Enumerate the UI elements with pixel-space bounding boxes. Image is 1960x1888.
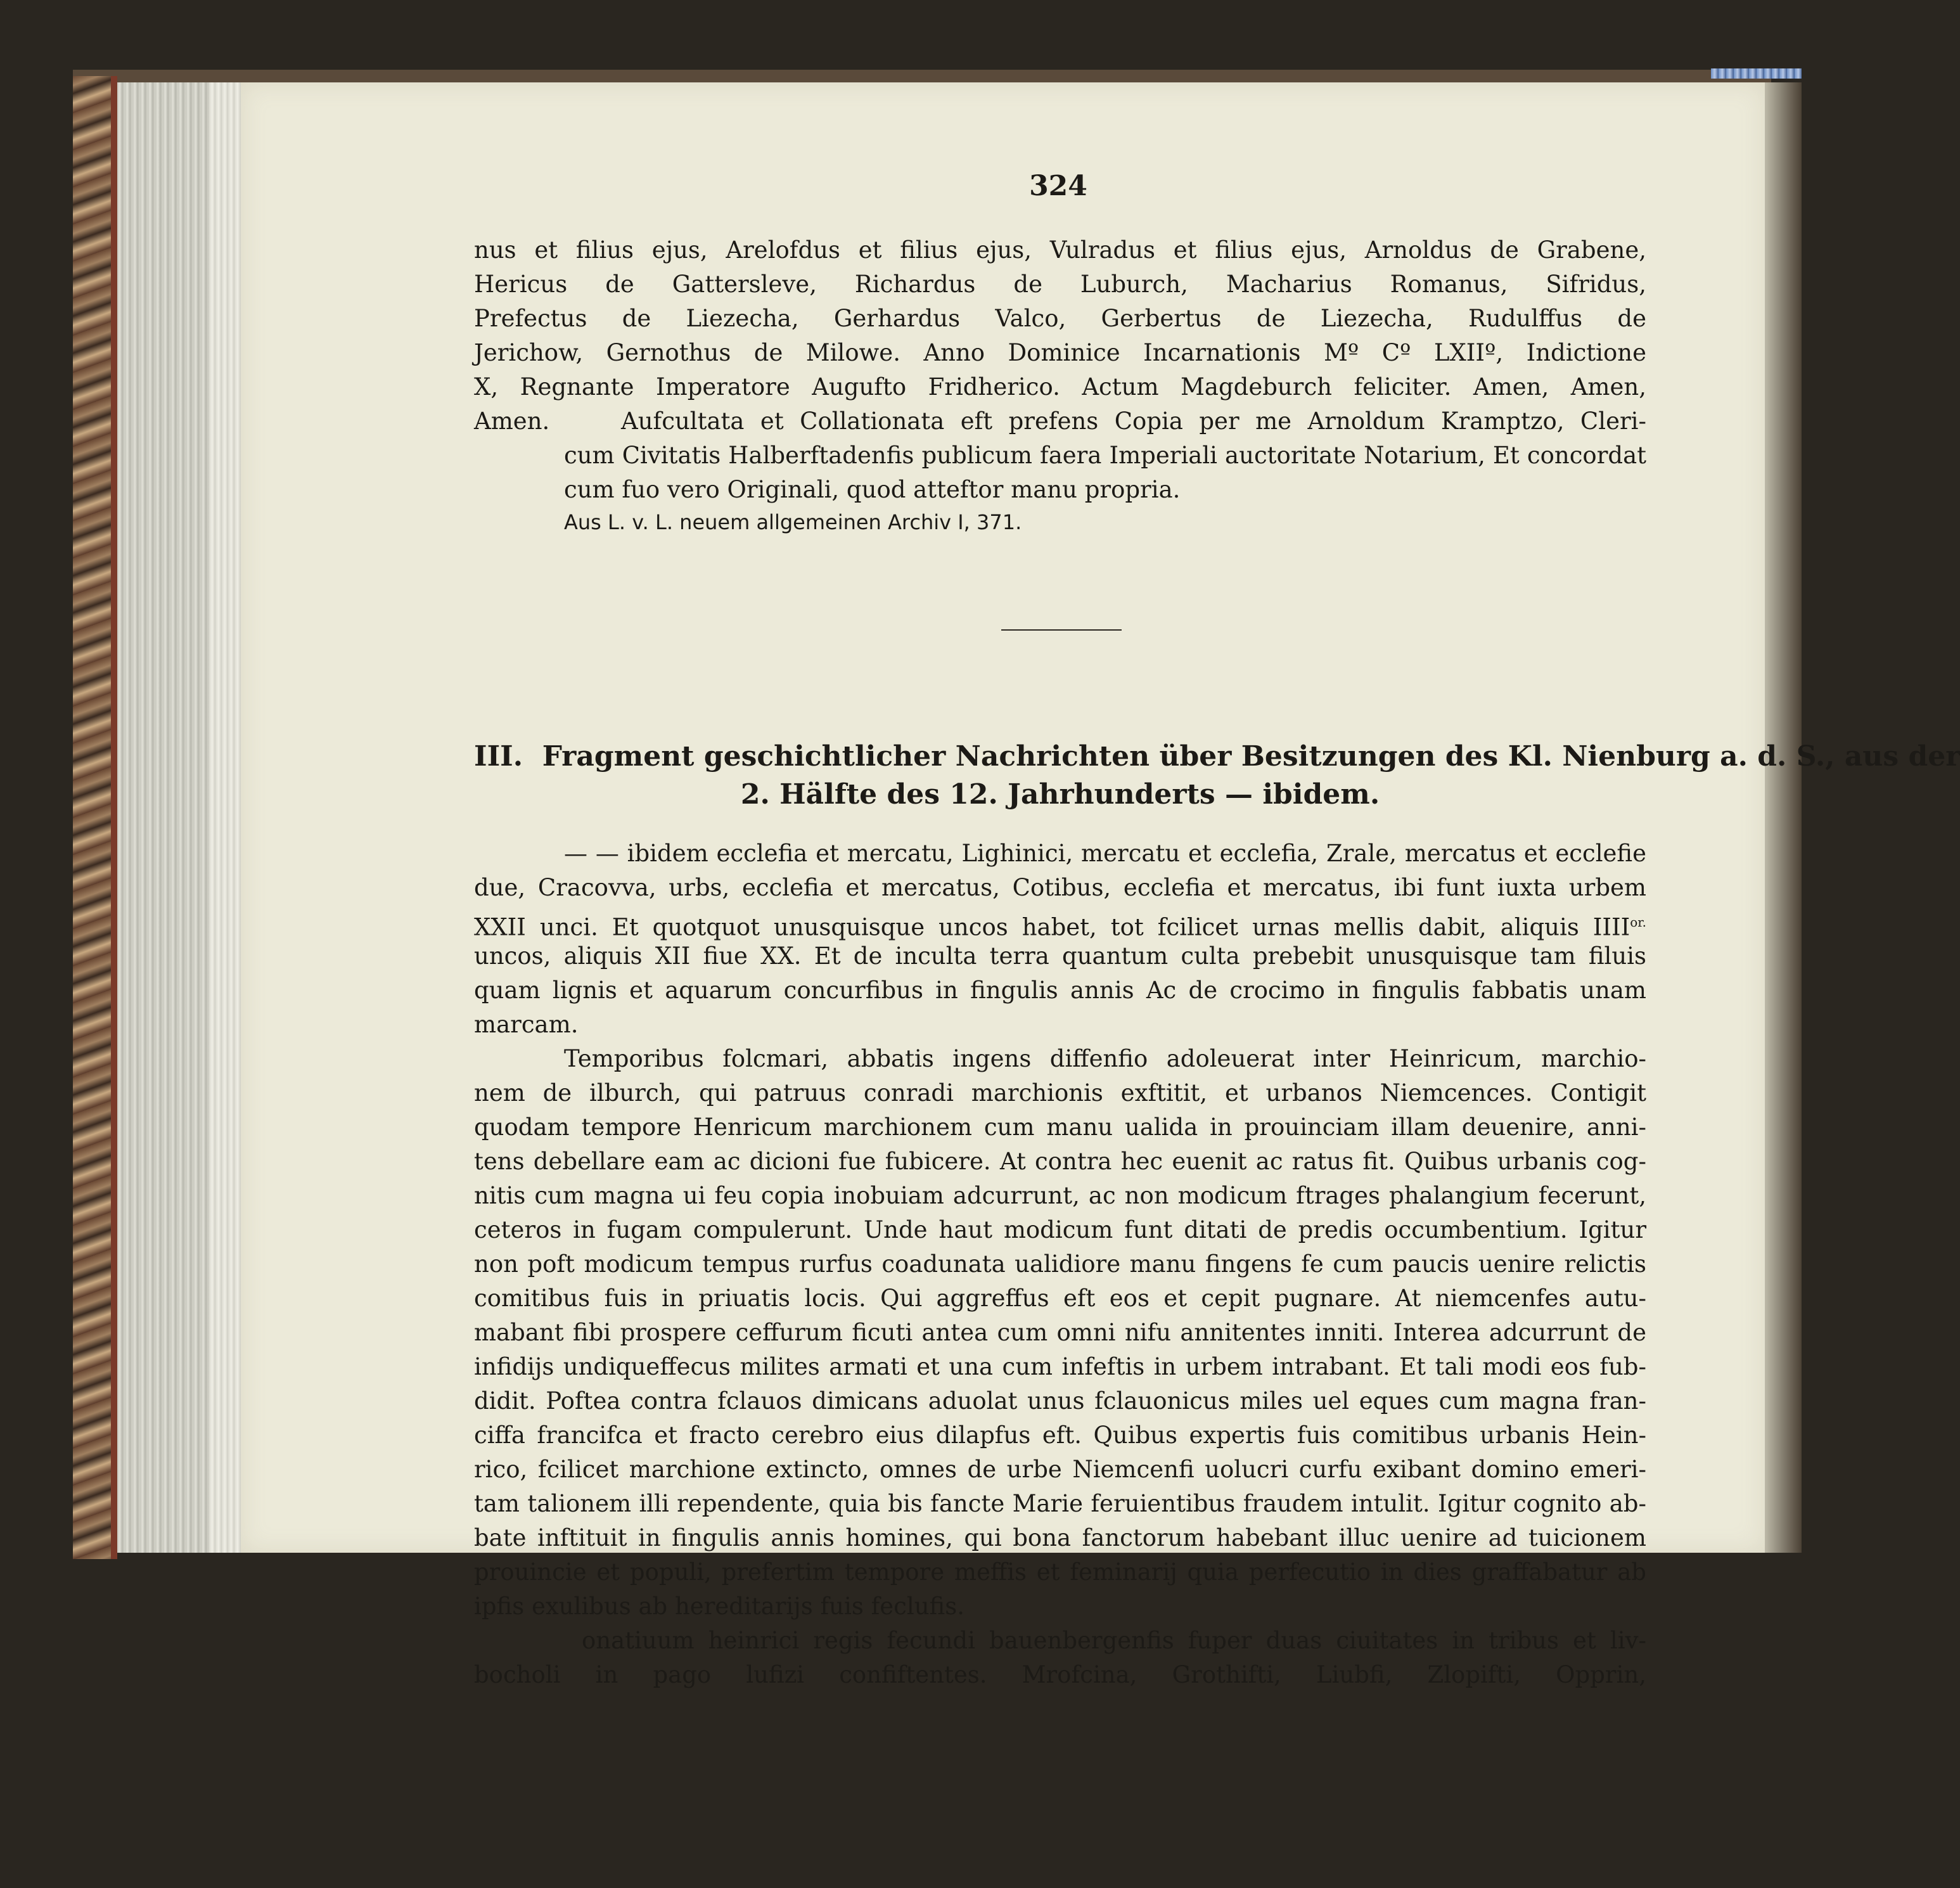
text-line: Amen. — [474, 408, 550, 435]
text-line: bocholi in pago lufizi confiftentes. Mrofcina, Grothifti, Liubfi, Zlopifti, Opprin, — [474, 1661, 1646, 1688]
text-line: didit. Poftea contra fclauos dimicans aduolat unus fclauonicus miles uel eques cum magna fran- — [474, 1387, 1646, 1415]
text-line: — — ibidem ecclefia et mercatu, Lighinici, mercatu et ecclefia, Zrale, mercatus et ecclefie — [564, 840, 1646, 867]
text-line: nus et filius ejus, Arelofdus et filius ejus, Vulradus et filius ejus, Arnoldus de Grabene, — [474, 236, 1646, 264]
text-line: quam lignis et aquarum concurfibus in fingulis annis Ac de crocimo in fingulis fabbatis unam — [474, 977, 1646, 1004]
text-line: Jerichow, Gernothus de Milowe. Anno Dominice Incarnationis Mº Cº LXIIº, Indictione — [474, 339, 1646, 366]
superscript: or. — [1630, 915, 1646, 930]
text-line: onatiuum heinrici regis fecundi bauenbergenfis fuper duas ciuitates in tribus et liv- — [582, 1627, 1646, 1654]
text-line: comitibus fuis in priuatis locis. Qui aggreffus eft eos et cepit pugnare. At niemcenfes autu- — [474, 1285, 1646, 1312]
page-number: 324 — [1029, 170, 1087, 202]
text-line: non poft modicum tempus rurfus coadunata ualidiore manu fingens fe cum paucis uenire relictis — [474, 1250, 1646, 1278]
text-line: nem de ilburch, qui patruus conradi marchionis exftitit, et urbanos Niemcences. Contigit — [474, 1079, 1646, 1107]
text-line: ceteros in fugam compulerunt. Unde haut modicum funt ditati de predis occumbentium. Igitur — [474, 1216, 1646, 1243]
text-line: Temporibus folcmari, abbatis ingens diffenfio adoleuerat inter Heinricum, marchio- — [564, 1045, 1646, 1072]
text-line: bate inftituit in fingulis annis homines, qui bona fanctorum habebant illuc uenire ad tuicionem — [474, 1524, 1646, 1551]
text-line: uncos, aliquis XII fiue XX. Et de inculta terra quantum culta prebebit unusquisque tam filuis — [474, 942, 1646, 970]
text-line: mabant fibi prospere ceffurum ficuti antea cum omni nifu annitentes inniti. Interea adcurrunt de — [474, 1319, 1646, 1346]
text-line: X, Regnante Imperatore Augufto Fridherico. Actum Magdeburch feliciter. Amen, Amen, — [474, 373, 1646, 401]
section-divider — [1001, 629, 1122, 631]
section-heading — [474, 740, 1960, 773]
text-line: nitis cum magna ui feu copia inobuiam adcurrunt, ac non modicum ftrages phalangium fecerunt, — [474, 1182, 1646, 1209]
text-line: cum fuo vero Originali, quod atteftor manu propria. — [564, 476, 1181, 503]
text-line: ciffa francifca et fracto cerebro eius dilapfus eft. Quibus expertis fuis comitibus urbanis Hein- — [474, 1422, 1646, 1449]
text-line: due, Cracovva, urbs, ecclefia et mercatus, Cotibus, ecclefia et mercatus, ibi funt iuxta urbem — [474, 874, 1646, 901]
text-line: prouincie et populi, prefertim tempore meffis et feminarij quia perfecutio in dies graffabatur ab — [474, 1558, 1646, 1586]
text-line: rico, fcilicet marchione extincto, omnes de urbe Niemcenfi uolucri curfu exibant domino emeri- — [474, 1456, 1646, 1483]
text-line: cum Civitatis Halberftadenfis publicum faera Imperiali auctoritate Notarium, Et concordat — [564, 442, 1646, 469]
text-line: tens debellare eam ac dicioni fue fubicere. At contra hec euenit ac ratus fit. Quibus urbanis cog- — [474, 1148, 1646, 1175]
text-line: tam talionem illi rependente, quia bis fancte Marie feruientibus fraudem intulit. Igitur cognito ab- — [474, 1490, 1646, 1517]
section-number: III. — [474, 740, 523, 773]
text-line: quodam tempore Henricum marchionem cum manu ualida in prouinciam illam deuenire, anni- — [474, 1114, 1646, 1141]
text-line — [474, 905, 1646, 944]
text-line: ipfis exulibus ab hereditarijs fuis feclufis. — [474, 1593, 964, 1620]
section-title-line2: 2. Hälfte des 12. Jahrhunderts — ibidem. — [740, 778, 1380, 811]
source-citation: Aus L. v. L. neuem allgemeinen Archiv I, 371. — [564, 510, 1022, 534]
text-line: marcam. — [474, 1011, 579, 1038]
text-line-body: XXII unci. Et quotquot unusquisque uncos habet, tot fcilicet urnas mellis dabit, aliquis IIII — [474, 913, 1630, 941]
text-line: infidijs undiqueffecus milites armati et una cum infeftis in urbem intrabant. Et tali modi eos fub- — [474, 1353, 1646, 1380]
section-title-line1: Fragment geschichtlicher Nachrichten über Besitzungen des Kl. Nienburg a. d. S., aus der — [542, 740, 1960, 773]
text-line: Prefectus de Liezecha, Gerhardus Valco, Gerbertus de Liezecha, Rudulffus de — [474, 305, 1646, 332]
text-line: Aufcultata et Collationata eft prefens Copia per me Arnoldum Kramptzo, Cleri- — [621, 408, 1646, 435]
text-line: Hericus de Gattersleve, Richardus de Luburch, Macharius Romanus, Sifridus, — [474, 271, 1646, 298]
